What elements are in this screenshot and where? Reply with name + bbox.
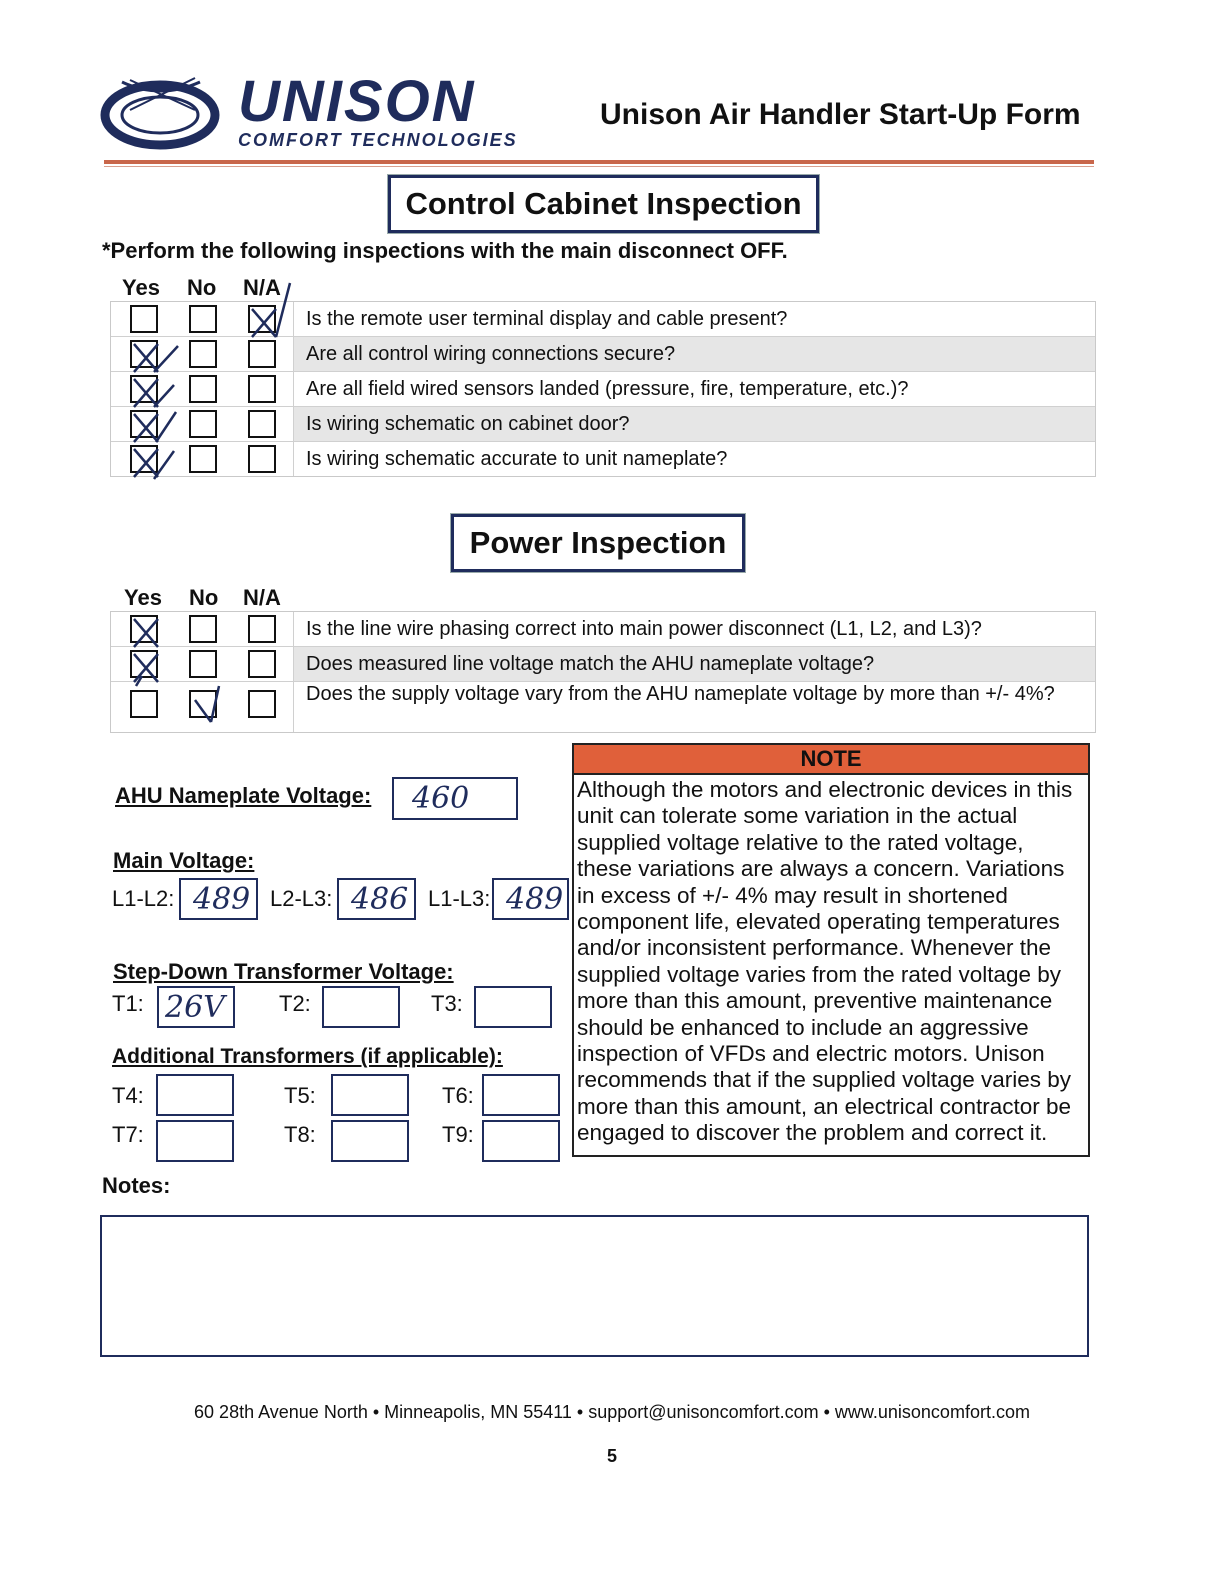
header-divider: [104, 160, 1094, 164]
header-divider-thin: [104, 166, 1094, 167]
t6-field[interactable]: [482, 1074, 560, 1116]
pwr-col-na: N/A: [243, 585, 281, 610]
question-text: Is wiring schematic accurate to unit nameplate?: [293, 442, 1095, 476]
question-text: Are all control wiring connections secure?: [293, 337, 1095, 371]
t1-value: 26V: [165, 990, 225, 1025]
question-text: Does measured line voltage match the AHU nameplate voltage?: [293, 647, 1095, 681]
t3-label: T3:: [431, 991, 463, 1016]
handwritten-check-icon: [128, 441, 168, 483]
cab-col-na: N/A: [243, 275, 281, 300]
checkbox-no[interactable]: [189, 340, 217, 368]
checkbox-yes[interactable]: [130, 305, 158, 333]
note-heading: NOTE: [574, 745, 1088, 775]
t9-label: T9:: [442, 1122, 474, 1147]
l1-l2-label: L1-L2:: [112, 886, 175, 911]
t4-label: T4:: [112, 1083, 144, 1108]
t5-field[interactable]: [331, 1074, 409, 1116]
table-row: [111, 682, 1095, 732]
t1-field[interactable]: [157, 986, 235, 1028]
power-inspection-table: [110, 611, 1096, 733]
t6-label: T6:: [442, 1083, 474, 1108]
voltage-note-box: [572, 743, 1090, 1157]
l2-l3-field[interactable]: [337, 878, 416, 920]
table-row: [111, 302, 1095, 337]
form-title: Unison Air Handler Start-Up Form: [600, 98, 1081, 131]
question-text: Is wiring schematic on cabinet door?: [293, 407, 1095, 441]
additional-transformers-label: Additional Transformers (if applicable):: [112, 1045, 503, 1068]
checkbox-na[interactable]: [248, 615, 276, 643]
cab-col-yes: Yes: [122, 275, 160, 300]
checkbox-no[interactable]: [189, 375, 217, 403]
brand-name: UNISON: [238, 69, 476, 134]
t7-label: T7:: [112, 1122, 144, 1147]
page-number: 5: [606, 1446, 617, 1466]
control-cabinet-heading: Control Cabinet Inspection: [388, 175, 819, 233]
l2-l3-value: 486: [351, 882, 409, 917]
t2-field[interactable]: [322, 986, 400, 1028]
t3-field[interactable]: [474, 986, 552, 1028]
checkbox-no[interactable]: [189, 305, 217, 333]
checkbox-na[interactable]: [248, 375, 276, 403]
table-row: [111, 337, 1095, 372]
logo-swoosh-icon: [100, 70, 240, 160]
handwritten-check-icon: [187, 686, 227, 728]
checkbox-yes[interactable]: [130, 340, 158, 368]
checkbox-yes[interactable]: [130, 410, 158, 438]
power-inspection-heading: Power Inspection: [451, 514, 745, 572]
checkbox-na[interactable]: [248, 690, 276, 718]
t1-label: T1:: [112, 991, 144, 1016]
control-cabinet-table: [110, 301, 1096, 477]
checkbox-yes[interactable]: [130, 445, 158, 473]
note-body: Although the motors and electronic devices in this unit can tolerate some variation in the actual supplied voltage relative to the rated voltage, these variations are always a concern. Variations in excess of +/- 4% may result in shortened component life, elevated operating temperatures and/or inconsistent performance. Whenever the supplied voltage varies from the rated voltage by more than this amount, preventive maintenance should be enhanced to include an aggressive inspection of VFDs and electric motors. Unison recommends that if the supplied voltage varies by more than this amount, an electrical contractor be engaged to discover the problem and correct it.: [577, 777, 1073, 1146]
checkbox-yes[interactable]: [130, 650, 158, 678]
l1-l2-field[interactable]: [179, 878, 258, 920]
question-text: Are all field wired sensors landed (pressure, fire, temperature, etc.)?: [293, 372, 1095, 406]
l1-l3-field[interactable]: [492, 878, 569, 920]
pwr-col-no: No: [189, 585, 219, 610]
checkbox-no[interactable]: [189, 410, 217, 438]
pwr-col-yes: Yes: [124, 585, 162, 610]
l1-l2-value: 489: [193, 882, 251, 917]
brand-tagline: COMFORT TECHNOLOGIES: [238, 130, 518, 150]
question-text: Is the line wire phasing correct into main power disconnect (L1, L2, and L3)?: [293, 612, 1095, 646]
nameplate-voltage-label: AHU Nameplate Voltage:: [115, 783, 372, 808]
checkbox-na[interactable]: [248, 650, 276, 678]
question-text: Does the supply voltage vary from the AHU nameplate voltage by more than +/- 4%?: [293, 682, 1095, 732]
nameplate-voltage-field[interactable]: [392, 777, 518, 820]
question-text: Is the remote user terminal display and cable present?: [293, 302, 1095, 336]
table-row: [111, 407, 1095, 442]
checkbox-no[interactable]: [189, 690, 217, 718]
table-row: [111, 442, 1095, 476]
checkbox-na[interactable]: [248, 445, 276, 473]
checkbox-yes[interactable]: [130, 615, 158, 643]
checkbox-na[interactable]: [248, 305, 276, 333]
cab-col-no: No: [187, 275, 217, 300]
checkbox-no[interactable]: [189, 445, 217, 473]
stepdown-label: Step-Down Transformer Voltage:: [113, 959, 454, 984]
t8-label: T8:: [284, 1122, 316, 1147]
t7-field[interactable]: [156, 1120, 234, 1162]
checkbox-no[interactable]: [189, 615, 217, 643]
checkbox-na[interactable]: [248, 410, 276, 438]
t5-label: T5:: [284, 1083, 316, 1108]
checkbox-no[interactable]: [189, 650, 217, 678]
table-row: [111, 372, 1095, 407]
l2-l3-label: L2-L3:: [270, 886, 333, 911]
checkbox-yes[interactable]: [130, 375, 158, 403]
t9-field[interactable]: [482, 1120, 560, 1162]
l1-l3-label: L1-L3:: [428, 886, 491, 911]
t2-label: T2:: [279, 991, 311, 1016]
table-row: [111, 612, 1095, 647]
inspection-instruction: *Perform the following inspections with the main disconnect OFF.: [102, 238, 788, 263]
notes-textarea[interactable]: [100, 1215, 1089, 1357]
l1-l3-value: 489: [506, 882, 564, 917]
main-voltage-label: Main Voltage:: [113, 848, 255, 873]
notes-label: Notes:: [102, 1173, 171, 1198]
footer-address: 60 28th Avenue North • Minneapolis, MN 55411 • support@unisoncomfort.com • www.unisoncomfort.com: [194, 1402, 1030, 1422]
nameplate-voltage-value: 460: [412, 781, 470, 816]
t4-field[interactable]: [156, 1074, 234, 1116]
table-row: [111, 647, 1095, 682]
checkbox-yes[interactable]: [130, 690, 158, 718]
checkbox-na[interactable]: [248, 340, 276, 368]
t8-field[interactable]: [331, 1120, 409, 1162]
